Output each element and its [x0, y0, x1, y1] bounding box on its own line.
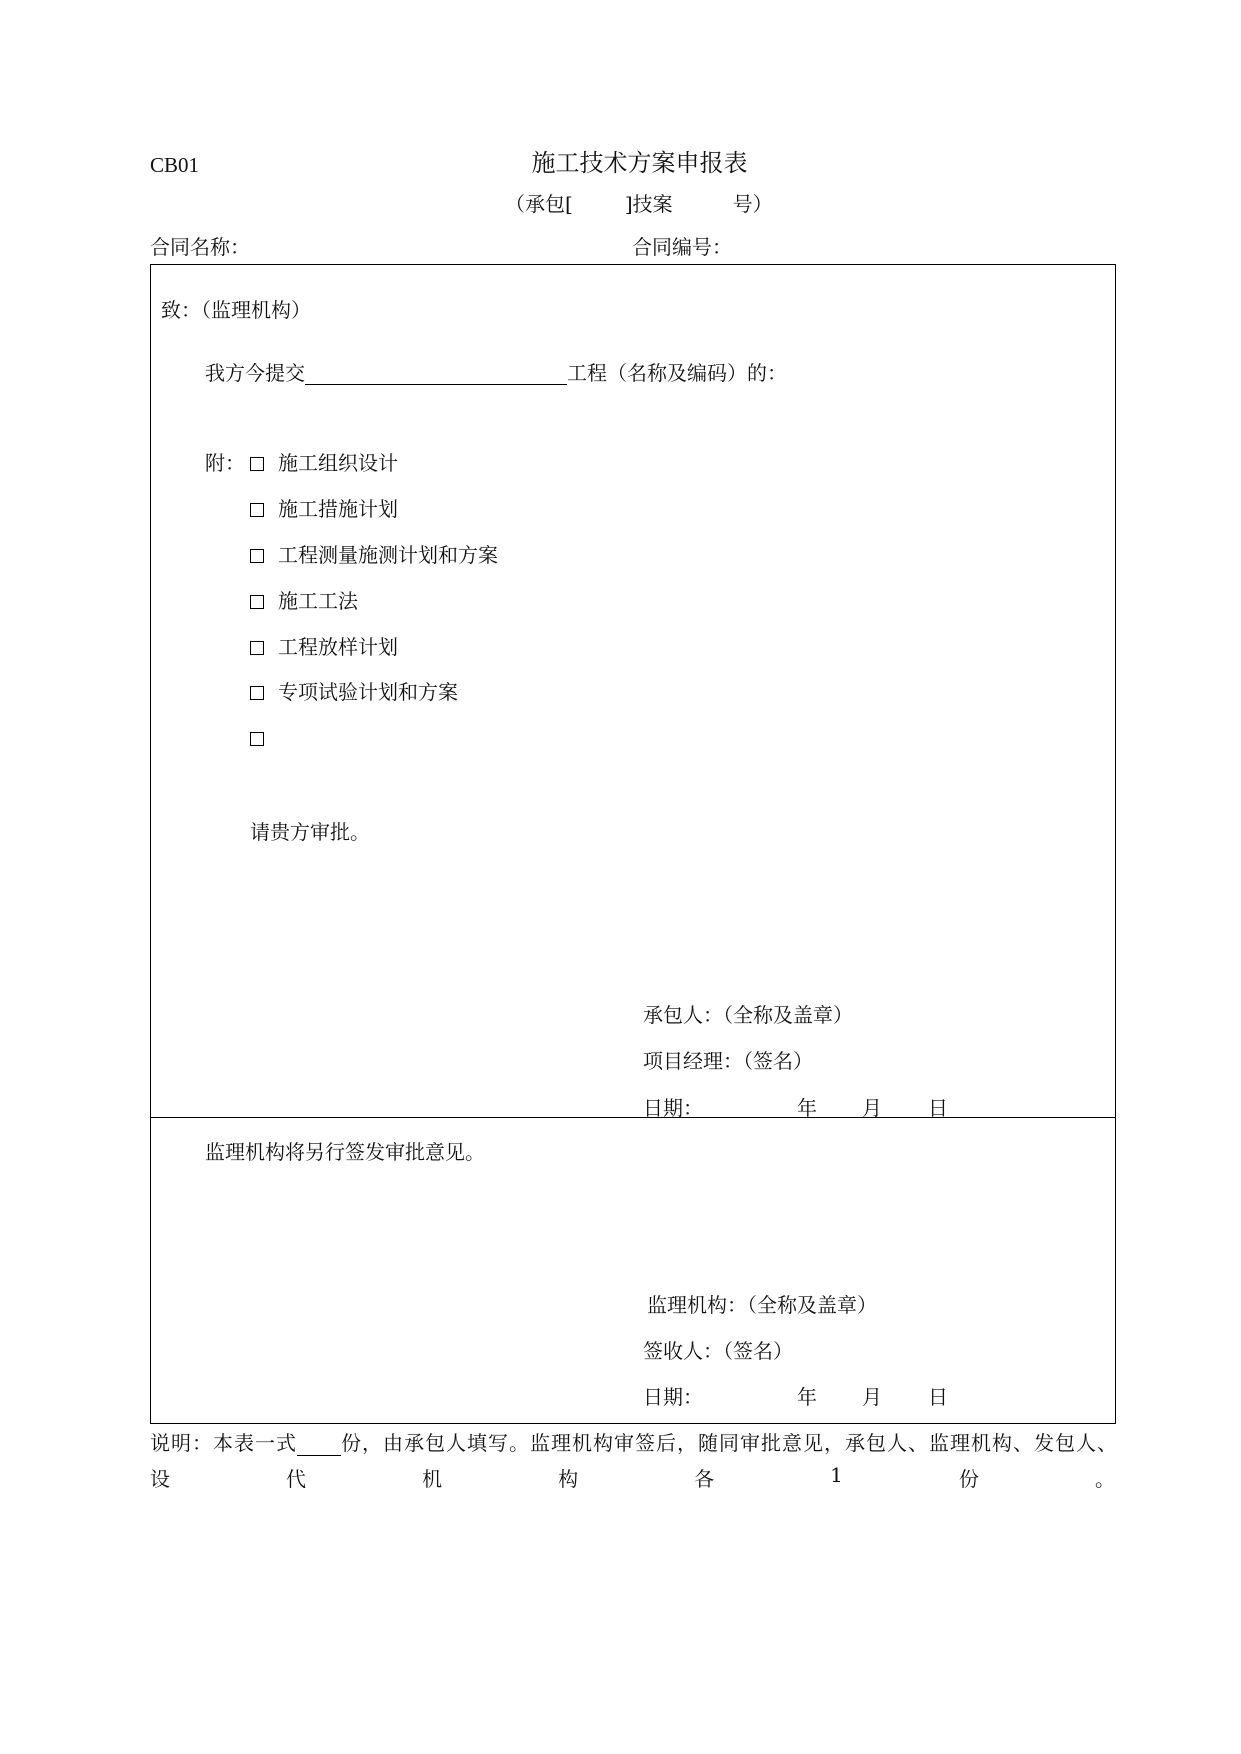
- attachment-item[interactable]: [250, 635, 398, 659]
- checkbox[interactable]: [250, 503, 264, 517]
- date-label: 日期：: [643, 1096, 703, 1120]
- checkbox[interactable]: [250, 732, 264, 746]
- footnote-suffix: 份，由承包人填写。监理机构审签后，随同审批意见，承包人、监理机构、发包人、: [341, 1431, 1118, 1455]
- attachment-label: 工程放样计划: [278, 635, 398, 659]
- submit-prefix: 我方今提交: [205, 361, 305, 385]
- project-manager-signature-label: 项目经理：（签名）: [643, 1049, 813, 1073]
- checkbox[interactable]: [250, 641, 264, 655]
- attachment-label: 施工组织设计: [278, 451, 398, 475]
- checkbox[interactable]: [250, 549, 264, 563]
- date-month-label: 月: [862, 1096, 882, 1120]
- form-code: CB01: [150, 153, 200, 177]
- attachment-label: 专项试验计划和方案: [278, 680, 458, 704]
- section-divider: [150, 1117, 1116, 1118]
- footnote-char: 设: [150, 1467, 170, 1491]
- attachment-label: 施工工法: [278, 589, 358, 613]
- supervisor-signature-label: 监理机构：（全称及盖章）: [647, 1293, 877, 1317]
- contract-name-label: 合同名称：: [150, 235, 250, 259]
- checkbox[interactable]: [250, 595, 264, 609]
- checkbox[interactable]: [250, 686, 264, 700]
- footnote-char: 。: [1094, 1467, 1115, 1491]
- attachment-item[interactable]: [250, 497, 398, 521]
- contract-no-label: 合同编号：: [632, 235, 732, 259]
- page-title: 施工技术方案申报表: [531, 149, 748, 177]
- date-year-label: 年: [797, 1385, 817, 1409]
- date-day-label: 日: [928, 1385, 948, 1409]
- date-year-label: 年: [797, 1096, 817, 1120]
- attachment-item[interactable]: [250, 543, 498, 567]
- attachment-item-other[interactable]: [250, 726, 278, 750]
- footnote: [150, 1427, 1118, 1456]
- attachment-item[interactable]: [250, 680, 458, 704]
- document-number-close: 号）: [732, 192, 773, 216]
- date-label: 日期：: [643, 1385, 703, 1409]
- document-number: [505, 192, 773, 216]
- date-day-label: 日: [928, 1096, 948, 1120]
- document-number-open: （承包[: [505, 192, 573, 216]
- date-month-label: 月: [862, 1385, 882, 1409]
- footnote-char: 份: [958, 1467, 979, 1491]
- document-number-mid: ]技案: [624, 192, 673, 216]
- supervisor-opinion-text: 监理机构将另行签发审批意见。: [205, 1140, 485, 1164]
- checkbox[interactable]: [250, 457, 264, 471]
- footnote-char: 构: [558, 1467, 579, 1491]
- copies-blank[interactable]: [297, 1433, 341, 1456]
- submit-suffix: 工程（名称及编码）的：: [567, 361, 787, 385]
- attachments-label: 附：: [205, 451, 245, 475]
- attachment-item[interactable]: [250, 451, 398, 475]
- attachment-label: 施工措施计划: [278, 497, 398, 521]
- footnote-char: 各: [694, 1467, 715, 1491]
- footnote-line-2: [150, 1463, 1115, 1492]
- footnote-prefix: 说明：本表一式: [150, 1431, 297, 1455]
- footnote-char: 代: [286, 1467, 307, 1491]
- footnote-char: 机: [422, 1467, 443, 1491]
- contractor-signature-label: 承包人：（全称及盖章）: [643, 1003, 853, 1027]
- request-text: 请贵方审批。: [250, 820, 370, 844]
- attachment-item[interactable]: [250, 589, 358, 613]
- addressee-label: 致：（监理机构）: [161, 298, 311, 322]
- attachment-label: 工程测量施测计划和方案: [278, 543, 498, 567]
- receiver-signature-label: 签收人：（签名）: [643, 1339, 793, 1363]
- submit-line: [205, 361, 787, 385]
- footnote-char: 1: [830, 1463, 843, 1487]
- project-name-blank[interactable]: [305, 362, 567, 385]
- form-frame: [150, 264, 1116, 1424]
